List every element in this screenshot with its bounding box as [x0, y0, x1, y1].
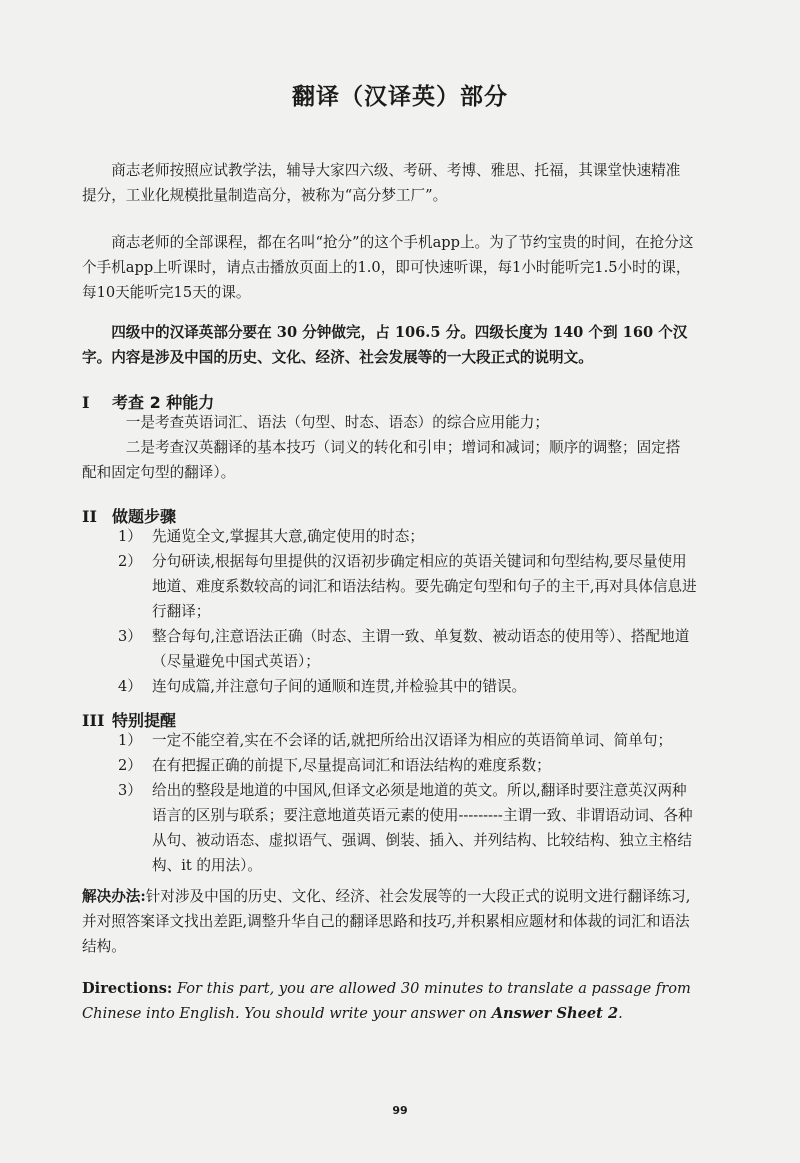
directions-label: Directions: [82, 980, 173, 997]
list-item: 1） 先通览全文,掌握其大意,确定使用的时态； [118, 528, 424, 545]
section-2-number: II [82, 507, 97, 526]
list-item: 1） 一定不能空着,实在不会译的话,就把所给出汉语译为相应的英语简单词、简单句； [118, 732, 673, 749]
intro-paragraph-2: 商志老师的全部课程，都在名叫“抢分”的这个手机app上。为了节约宝贵的时间，在抢分这个手机app上听课时，请点击播放页面上的1.0，即可快速听课，每1小时能听完1.5小时的课，每10天能听完15天的课。 [82, 234, 694, 301]
section-1-title: 考查 2 种能力 [112, 393, 215, 412]
section-1-item: 一是考查英语词汇、语法（句型、时态、语态）的综合应用能力； [125, 414, 550, 431]
page-number: 99 [392, 1104, 408, 1117]
intro-paragraph-1: 商志老师按照应试教学法，辅导大家四六级、考研、考博、雅思、托福，其课堂快速精准提分，工业化规模批量制造高分，被称为“高分梦工厂”。 [82, 162, 681, 204]
section-2-list [118, 524, 698, 699]
list-item: 2） 在有把握正确的前提下,尽量提高词汇和语法结构的难度系数； [118, 757, 551, 774]
list-item: 2） 分句研读,根据每句里提供的汉语初步确定相应的英语关键词和句型结构,要尽量使用地道、难度系数较高的词汇和语法结构。要先确定句型和句子的主干,再对具体信息进行翻译； [118, 553, 697, 620]
list-item: 3） 给出的整段是地道的中国风,但译文必须是地道的英文。所以,翻译时要注意英汉两种语言的区别与联系；要注意地道英语元素的使用---------主谓一致、非谓语动词、各种从句、被动语态、虚拟语气、强调、倒装、插入、并列结构、比较结构、独立主格结构、it 的用法）。 [118, 782, 693, 874]
answer-sheet-label: Answer Sheet 2 [491, 1005, 619, 1022]
directions-paragraph: Directions: For this part, you are allowed 30 minutes to translate a passage from Chinese into English. You should write your answer on Answer Sheet 2. [82, 980, 691, 1022]
section-3-title: 特别提醒 [112, 711, 177, 730]
section-3-list [118, 728, 698, 878]
section-2-title: 做题步骤 [112, 507, 177, 526]
solution-label: 解决办法: [82, 888, 146, 905]
section-1-item: 二是考查汉英翻译的基本技巧（词义的转化和引申；增词和减词；顺序的调整；固定搭配和固定句型的翻译）。 [82, 439, 681, 481]
section-1-body [82, 410, 694, 485]
list-item: 4） 连句成篇,并注意句子间的通顺和连贯,并检验其中的错误。 [118, 678, 527, 695]
summary-paragraph: 四级中的汉译英部分要在 30 分钟做完，占 106.5 分。四级长度为 140 个到 160 个汉字。内容是涉及中国的历史、文化、经济、社会发展等的一大段正式的说明文。 [82, 324, 688, 366]
solution-paragraph [82, 884, 694, 959]
directions-text: For this part, you are allowed 30 minutes to translate a passage from Chinese into English. You should write your answer on [82, 980, 691, 1022]
section-3-number: III [82, 711, 105, 730]
list-item: 3） 整合每句,注意语法正确（时态、主谓一致、单复数、被动语态的使用等）、搭配地道（尽量避免中国式英语）； [118, 628, 690, 670]
solution-text: 针对涉及中国的历史、文化、经济、社会发展等的一大段正式的说明文进行翻译练习,并对照答案译文找出差距,调整升华自己的翻译思路和技巧,并积累相应题材和体裁的词汇和语法结构。 [82, 888, 691, 955]
section-1-number: I [82, 393, 90, 412]
page-title: 翻译（汉译英）部分 [292, 84, 508, 110]
